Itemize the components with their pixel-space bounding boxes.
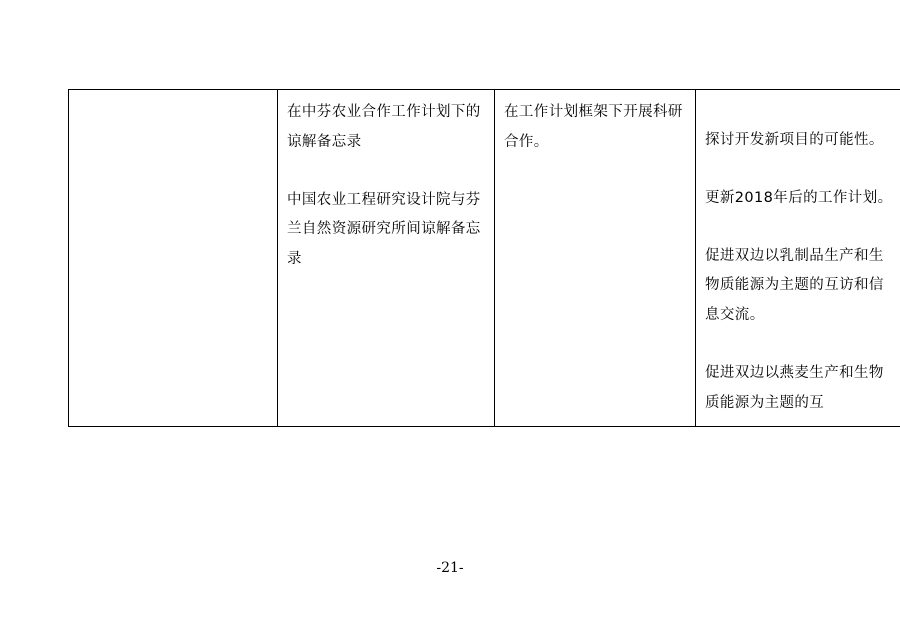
paragraph: 促进双边以燕麦生产和生物质能源为主题的互 bbox=[705, 364, 884, 411]
paragraph: 探讨开发新项目的可能性。 bbox=[705, 131, 884, 148]
cell-content-actions bbox=[705, 126, 898, 419]
table-cell-cooperation bbox=[495, 90, 696, 427]
table-cell-actions bbox=[696, 90, 900, 427]
page-number: -21- bbox=[436, 560, 464, 576]
table-cell-empty bbox=[69, 90, 278, 427]
cell-content-mou bbox=[287, 98, 485, 275]
cell-content-cooperation bbox=[504, 98, 686, 157]
table-body bbox=[69, 90, 900, 427]
paragraph: 促进双边以乳制品生产和生物质能源为主题的互访和信息交流。 bbox=[705, 247, 884, 323]
table-row bbox=[69, 90, 900, 427]
document-table bbox=[68, 89, 900, 427]
paragraph: 在中芬农业合作工作计划下的谅解备忘录 bbox=[287, 104, 481, 150]
paragraph: 在工作计划框架下开展科研合作。 bbox=[504, 104, 683, 150]
paragraph: 更新2018年后的工作计划。 bbox=[705, 189, 893, 206]
table-cell-mou bbox=[278, 90, 495, 427]
paragraph: 中国农业工程研究设计院与芬兰自然资源研究所间谅解备忘录 bbox=[287, 191, 481, 268]
